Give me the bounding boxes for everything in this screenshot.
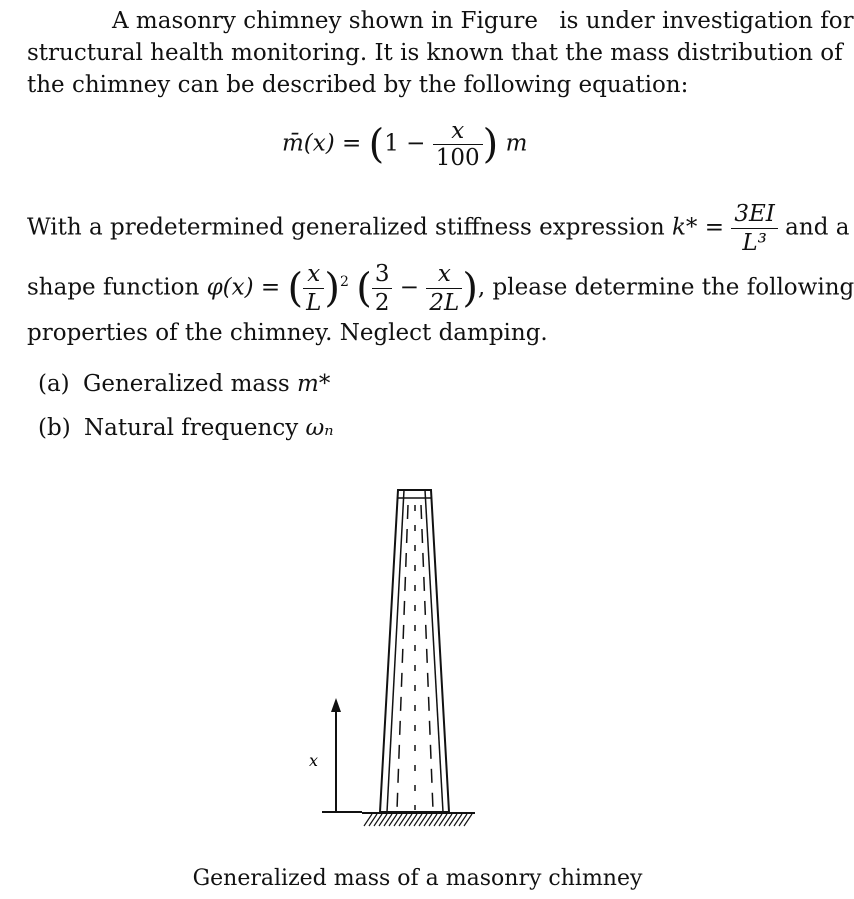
- intro-line-end: properties of the chimney. Neglect damping.: [27, 320, 548, 346]
- chimney-dash-left: [397, 505, 408, 810]
- intro-line-3: the chimney can be described by the following equation:: [27, 72, 689, 98]
- chimney-figure: [0, 480, 835, 850]
- stiffness-line: With a predetermined generalized stiffness expression k* = $\frac{3EI}{\text{L³}}$ and a: [27, 201, 850, 256]
- x-axis-label: x: [309, 751, 319, 770]
- ground-hatching: [364, 814, 472, 826]
- equation-fraction: $\frac{x}{100}$: [433, 118, 483, 171]
- intro-line-1: A masonry chimney shown in Figure is under investigation for: [112, 8, 854, 34]
- mass-equation: m̄(x) = (1 − $\frac{x}{100}$ ) m: [282, 118, 528, 171]
- intro-line-2: structural health monitoring. It is known that the mass distribution of: [27, 40, 843, 66]
- chimney-dash-right: [421, 505, 433, 810]
- stiffness-fraction: $\frac{3EI}{\text{L³}}$: [731, 200, 778, 257]
- figure-caption: Generalized mass of a masonry chimney: [192, 866, 643, 891]
- question-a: (a) Generalized mass m*: [38, 371, 331, 397]
- x-axis-arrowhead-icon: [331, 698, 341, 712]
- question-b: (b) Natural frequency ωₙ: [38, 415, 334, 441]
- shape-function-line: shape function φ(x) = ( $\frac{x}{L}$ )$^2$ ( $\frac{3}{2}$ − $\frac{x}{2L}$ ), please determine the following: [27, 261, 854, 316]
